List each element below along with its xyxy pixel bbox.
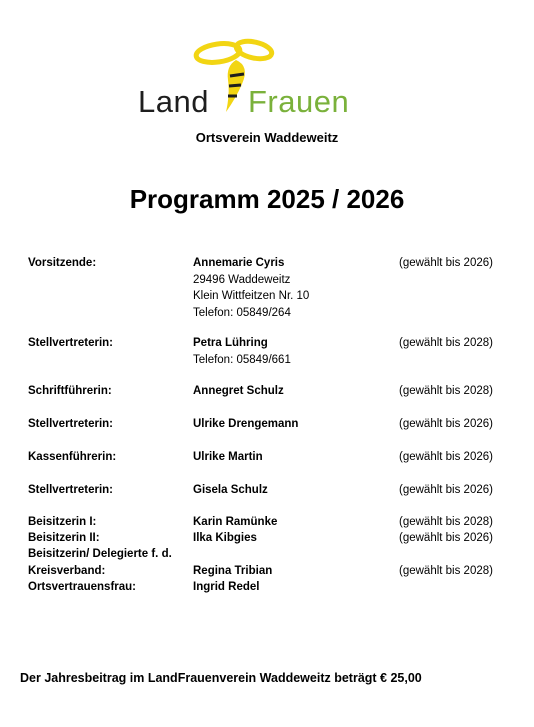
address-line: 29496 Waddeweitz bbox=[193, 273, 291, 286]
logo-text-frauen: Frauen bbox=[248, 84, 350, 119]
board-person bbox=[193, 563, 272, 580]
board-term: (gewählt bis 2026) bbox=[399, 418, 493, 430]
board-role: Stellvertreterin: bbox=[28, 418, 114, 430]
board-row bbox=[28, 255, 508, 321]
board-row bbox=[28, 530, 508, 547]
board-role: Schriftführerin: bbox=[28, 385, 112, 397]
board-row bbox=[28, 579, 508, 596]
logo-text-land: Land bbox=[138, 84, 209, 119]
board-term: (gewählt bis 2028) bbox=[399, 565, 493, 577]
board-name: Gisela Schulz bbox=[193, 484, 268, 496]
board-row bbox=[28, 482, 508, 499]
board-role: Ortsvertrauensfrau: bbox=[28, 581, 137, 593]
phone-line: Telefon: 05849/264 bbox=[193, 306, 291, 319]
board-name: Petra Lühring bbox=[193, 337, 268, 349]
board-name: Ingrid Redel bbox=[193, 581, 260, 593]
board-term: (gewählt bis 2028) bbox=[399, 337, 493, 349]
board-person bbox=[193, 449, 263, 466]
phone-line: Telefon: 05849/661 bbox=[193, 353, 291, 366]
board-name: Ulrike Drengemann bbox=[193, 418, 299, 430]
board-person bbox=[193, 482, 268, 499]
board-person bbox=[193, 383, 284, 400]
landfrauen-logo bbox=[138, 36, 364, 120]
board-role: Stellvertreterin: bbox=[28, 337, 114, 349]
board-name: Ulrike Martin bbox=[193, 451, 263, 463]
board-name: Regina Tribian bbox=[193, 565, 273, 577]
board-name: Karin Ramünke bbox=[193, 516, 278, 528]
board-row bbox=[28, 563, 508, 580]
board-row bbox=[28, 546, 508, 563]
board-name: Annemarie Cyris bbox=[193, 257, 285, 269]
board-name: Annegret Schulz bbox=[193, 385, 284, 397]
board-role: Beisitzerin I: bbox=[28, 516, 97, 528]
board-name: Ilka Kibgies bbox=[193, 532, 257, 544]
board-person bbox=[193, 335, 291, 368]
membership-fee-note: Der Jahresbeitrag im LandFrauenverein Waddeweitz beträgt € 25,00 bbox=[20, 671, 422, 685]
board-row bbox=[28, 335, 508, 368]
board-person bbox=[193, 579, 259, 596]
page-title: Programm 2025 / 2026 bbox=[129, 184, 405, 214]
board-role: Stellvertreterin: bbox=[28, 484, 114, 496]
organization-name: Ortsverein Waddeweitz bbox=[195, 130, 339, 145]
board-role: Beisitzerin II: bbox=[28, 532, 100, 544]
board-term: (gewählt bis 2026) bbox=[399, 484, 493, 496]
board-person bbox=[193, 530, 257, 547]
board-term: (gewählt bis 2026) bbox=[399, 532, 493, 544]
board-role: Vorsitzende: bbox=[28, 257, 97, 269]
board-term: (gewählt bis 2028) bbox=[399, 385, 493, 397]
board-term: (gewählt bis 2026) bbox=[399, 257, 493, 269]
board-role: Kreisverband: bbox=[28, 565, 106, 577]
board-person bbox=[193, 255, 309, 321]
board-term: (gewählt bis 2026) bbox=[399, 451, 493, 463]
board-person bbox=[193, 514, 277, 531]
board-term: (gewählt bis 2028) bbox=[399, 516, 493, 528]
board-role: Kassenführerin: bbox=[28, 451, 117, 463]
address-line: Klein Wittfeitzen Nr. 10 bbox=[193, 290, 310, 302]
board-row bbox=[28, 449, 508, 466]
board-role: Beisitzerin/ Delegierte f. d. bbox=[28, 548, 172, 560]
board-row bbox=[28, 416, 508, 433]
board-person bbox=[193, 416, 298, 433]
board-row bbox=[28, 514, 508, 531]
board-row bbox=[28, 383, 508, 400]
